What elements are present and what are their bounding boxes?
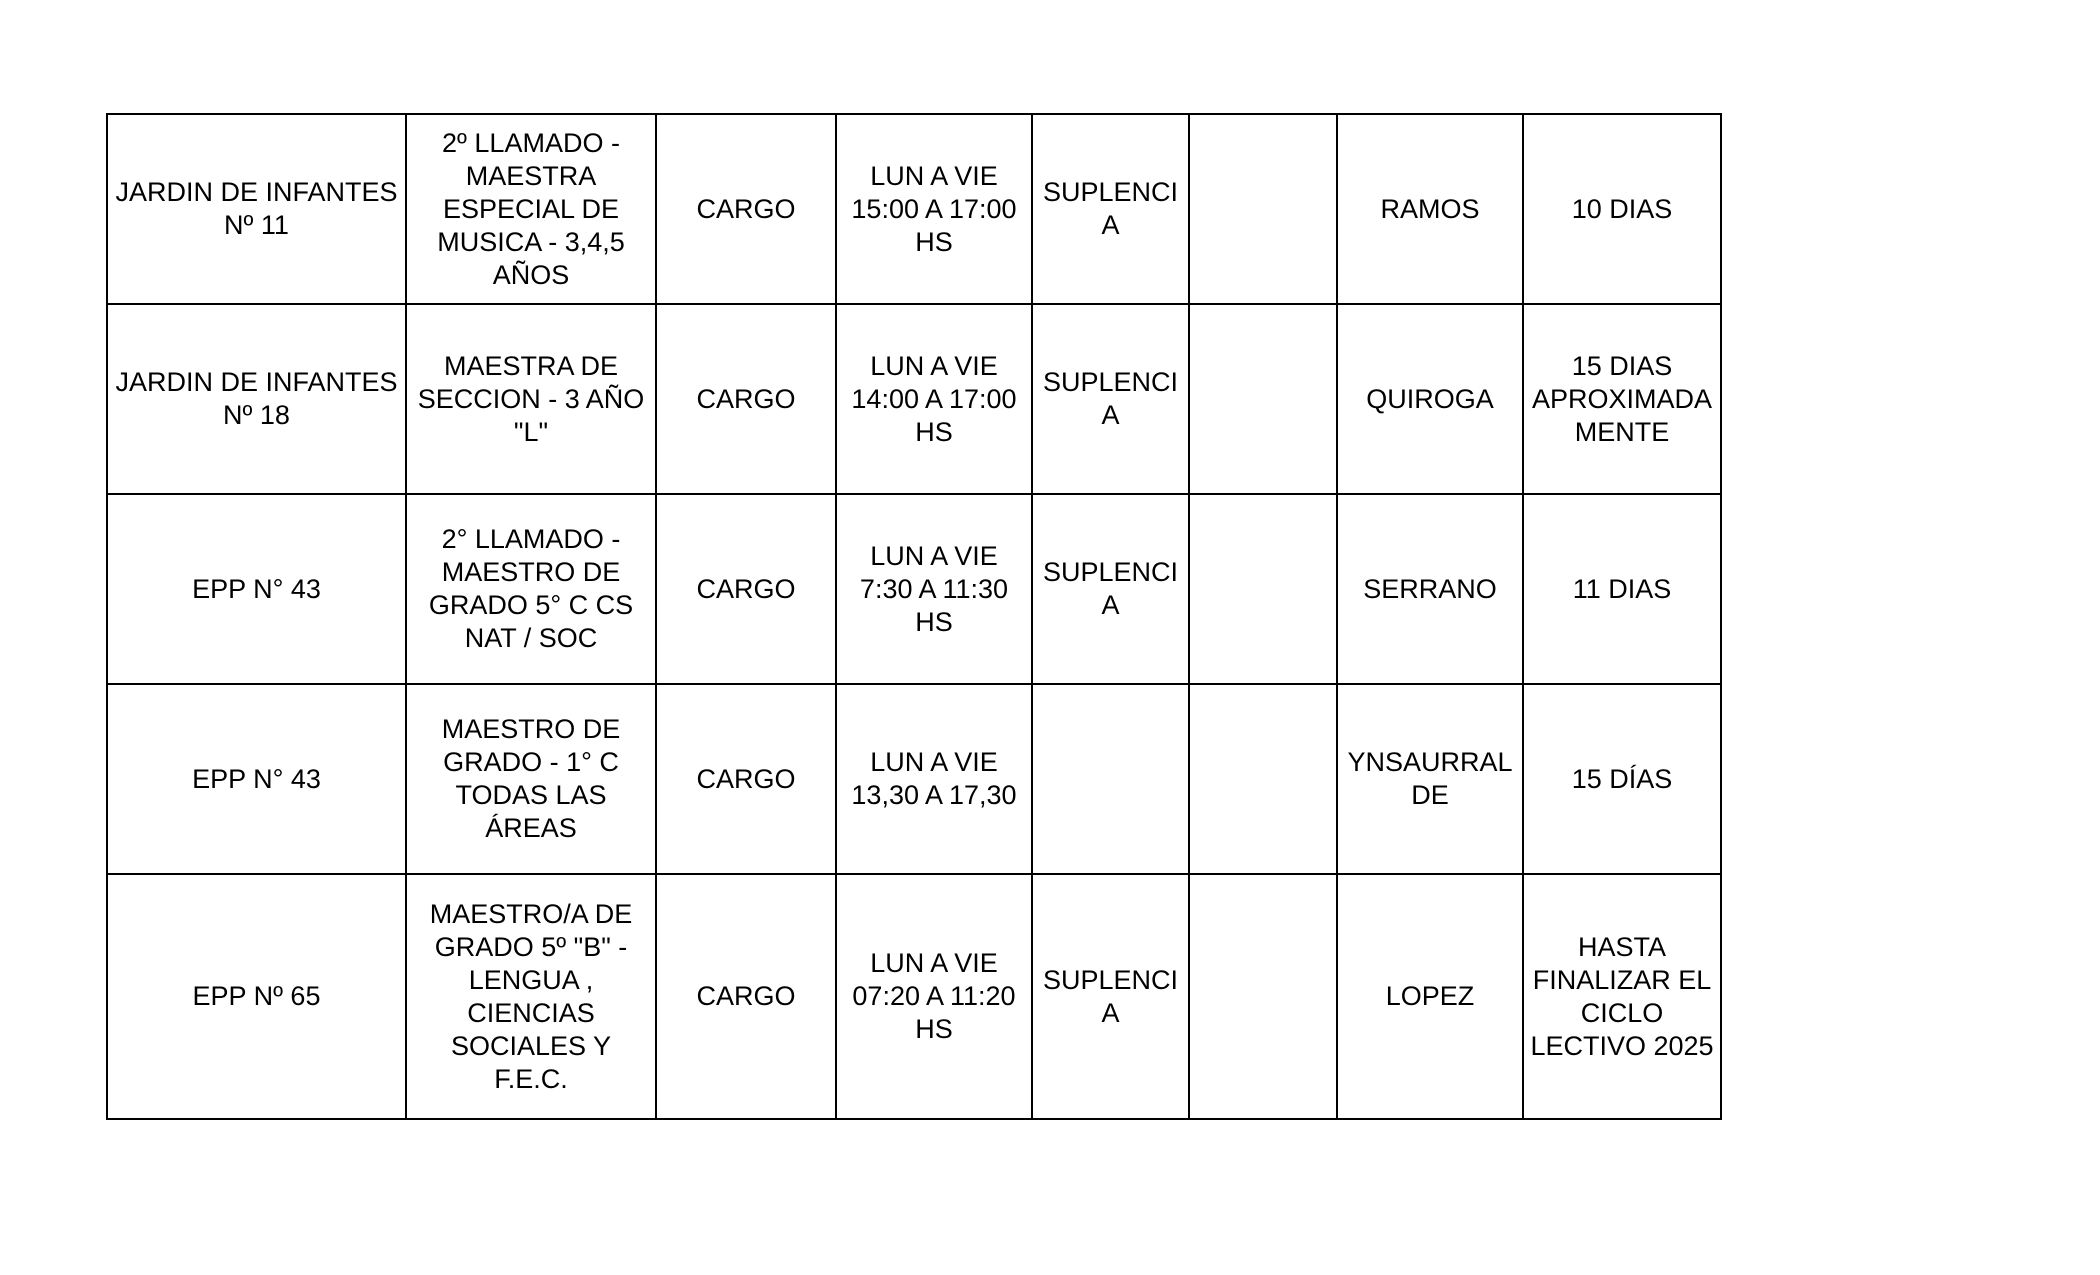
duration-cell: 15 DÍAS [1523,684,1721,874]
surname-cell: LOPEZ [1337,874,1523,1119]
empty-cell [1189,114,1337,304]
duration-cell: 10 DIAS [1523,114,1721,304]
table-row [107,114,1721,304]
duration-cell: 15 DIAS APROXIMADA MENTE [1523,304,1721,494]
type-cell: CARGO [656,684,836,874]
empty-cell [1189,304,1337,494]
surname-cell: RAMOS [1337,114,1523,304]
schedule-cell: LUN A VIE 7:30 A 11:30 HS [836,494,1032,684]
table-row [107,684,1721,874]
school-cell: JARDIN DE INFANTES Nº 11 [107,114,406,304]
condition-cell [1032,684,1189,874]
vacancies-table [106,113,1722,1120]
position-cell: MAESTRA DE SECCION - 3 AÑO "L" [406,304,656,494]
condition-cell: SUPLENCI A [1032,304,1189,494]
empty-cell [1189,684,1337,874]
position-cell: 2º LLAMADO - MAESTRA ESPECIAL DE MUSICA - 3,4,5 AÑOS [406,114,656,304]
duration-cell: 11 DIAS [1523,494,1721,684]
type-cell: CARGO [656,494,836,684]
type-cell: CARGO [656,114,836,304]
position-cell: 2° LLAMADO - MAESTRO DE GRADO 5° C CS NAT / SOC [406,494,656,684]
position-cell: MAESTRO DE GRADO - 1° C TODAS LAS ÁREAS [406,684,656,874]
school-cell: EPP N° 43 [107,494,406,684]
surname-cell: YNSAURRAL DE [1337,684,1523,874]
empty-cell [1189,874,1337,1119]
table-row [107,494,1721,684]
schedule-cell: LUN A VIE 07:20 A 11:20 HS [836,874,1032,1119]
school-cell: EPP N° 43 [107,684,406,874]
condition-cell: SUPLENCI A [1032,494,1189,684]
schedule-cell: LUN A VIE 14:00 A 17:00 HS [836,304,1032,494]
table-row [107,304,1721,494]
surname-cell: SERRANO [1337,494,1523,684]
position-cell: MAESTRO/A DE GRADO 5º "B" - LENGUA , CIENCIAS SOCIALES Y F.E.C. [406,874,656,1119]
school-cell: JARDIN DE INFANTES Nº 18 [107,304,406,494]
school-cell: EPP Nº 65 [107,874,406,1119]
surname-cell: QUIROGA [1337,304,1523,494]
empty-cell [1189,494,1337,684]
condition-cell: SUPLENCI A [1032,114,1189,304]
schedule-cell: LUN A VIE 15:00 A 17:00 HS [836,114,1032,304]
type-cell: CARGO [656,874,836,1119]
table-row [107,874,1721,1119]
schedule-cell: LUN A VIE 13,30 A 17,30 [836,684,1032,874]
duration-cell: HASTA FINALIZAR EL CICLO LECTIVO 2025 [1523,874,1721,1119]
condition-cell: SUPLENCI A [1032,874,1189,1119]
type-cell: CARGO [656,304,836,494]
